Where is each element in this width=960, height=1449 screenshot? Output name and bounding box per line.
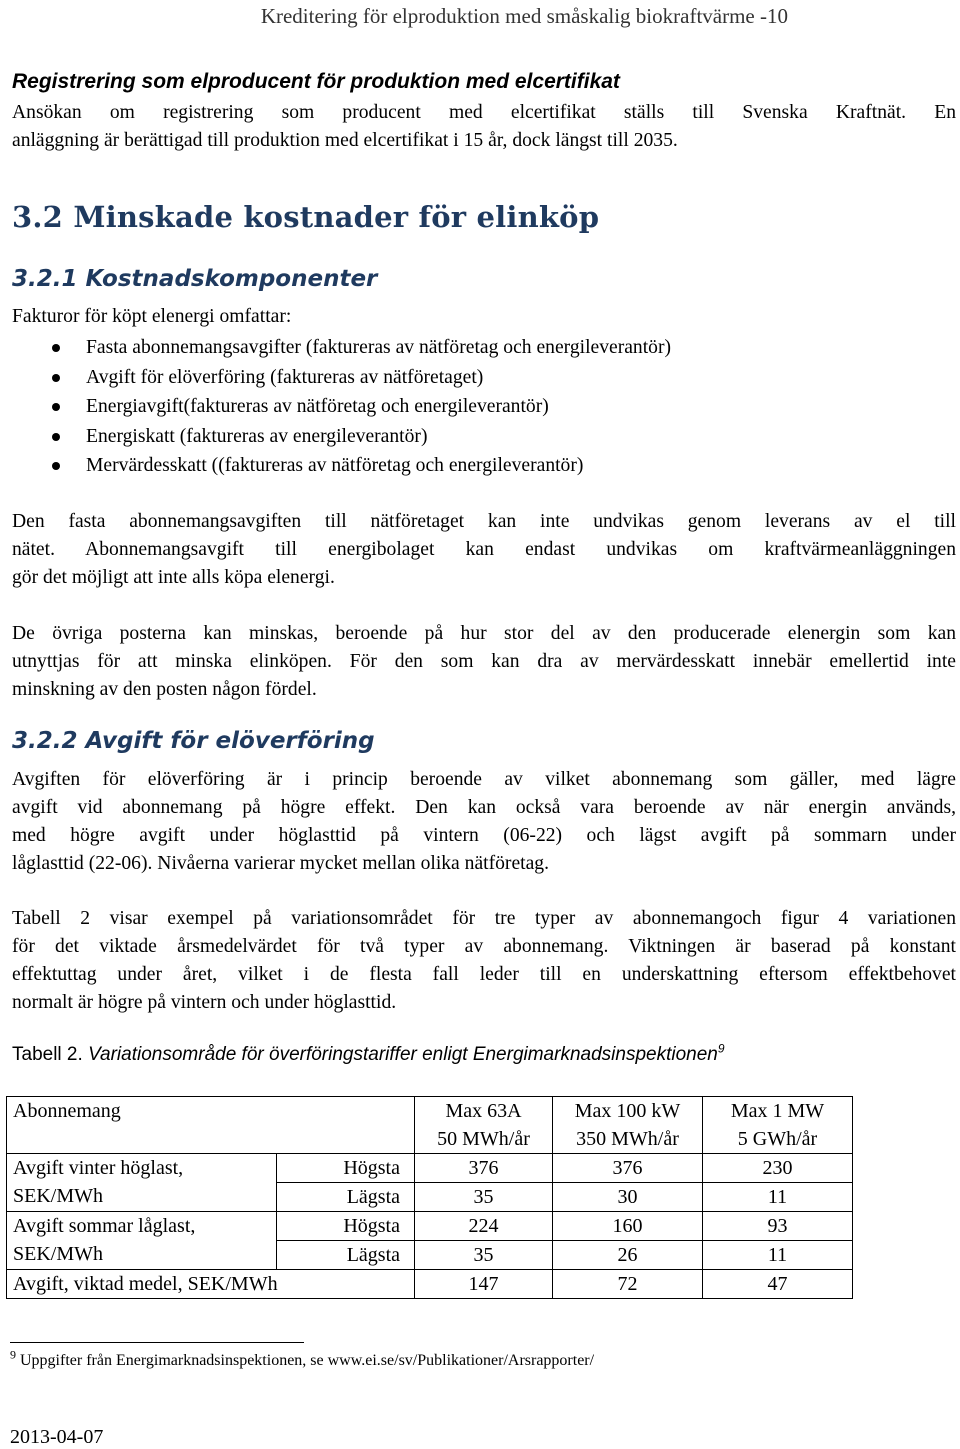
- value-cell: 11: [703, 1241, 853, 1270]
- text-line: effektuttag under året, vilket i de flesta fall leder till en underskattning eftersom effektbehovet: [12, 964, 956, 985]
- header-cell: Abonnemang: [7, 1097, 415, 1154]
- text-line: Tabell 2 visar exempel på variationsområdet för tre typer av abonnemangoch figur 4 variationen: [12, 908, 956, 929]
- table-row: [7, 1212, 853, 1241]
- paragraph: [12, 620, 956, 704]
- header-cell: Max 100 kW 350 MWh/år: [553, 1097, 703, 1154]
- table-caption-label: Tabell 2.: [12, 1044, 83, 1065]
- paragraph: [12, 508, 956, 592]
- text-line: normalt är högre på vintern och under höglasttid.: [12, 992, 397, 1013]
- row-label: Avgift, viktad medel, SEK/MWh: [7, 1270, 415, 1299]
- text-line: gör det möjligt att inte alls köpa elenergi.: [12, 567, 335, 588]
- running-header: Kreditering för elproduktion med småskalig biokraftvärme -10: [260, 4, 788, 28]
- list-item: Fasta abonnemangsavgifter (faktureras av nätföretag och energileverantör): [12, 333, 956, 363]
- text-line: Den fasta abonnemangsavgiften till nätföretaget kan inte undvikas genom leverans av el till: [12, 511, 956, 532]
- bullet-icon: [52, 344, 60, 352]
- text-line: utnyttjas för att minska elinköpen. För den som kan dra av mervärdesskatt innebär emellertid inte: [12, 651, 956, 672]
- bullet-icon: [52, 403, 60, 411]
- level-cell: Högsta: [277, 1154, 415, 1183]
- list-item: Energiavgift(faktureras av nätföretag och energileverantör): [12, 392, 956, 422]
- header-cell: Max 63A 50 MWh/år: [415, 1097, 553, 1154]
- bullet-icon: [52, 374, 60, 382]
- value-cell: 47: [703, 1270, 853, 1299]
- registration-title: Registrering som elproducent för produktion med elcertifikat: [12, 70, 620, 93]
- text-line: avgift vid abonnemang på högre effekt. Den kan också vara beroende av när energin används,: [12, 797, 956, 818]
- intro-text: [12, 303, 956, 331]
- table-row: [7, 1270, 853, 1299]
- list-item: Avgift för elöverföring (faktureras av nätföretaget): [12, 363, 956, 393]
- level-cell: Högsta: [277, 1212, 415, 1241]
- text-line: för det viktade årsmedelvärdet för två typer av abonnemang. Viktningen är baserad på konstant: [12, 936, 956, 957]
- text-line: anläggning är berättigad till produktion med elcertifikat i 15 år, dock längst till 2035.: [12, 130, 678, 151]
- table-header-row: [7, 1097, 853, 1154]
- registration-paragraph: [12, 99, 956, 155]
- value-cell: 147: [415, 1270, 553, 1299]
- list-item: Mervärdesskatt ((faktureras av nätföretag och energileverantör): [12, 451, 956, 481]
- text-line: minskning av den posten någon fördel.: [12, 679, 317, 700]
- text-line: Ansökan om registrering som producent med elcertifikat ställs till Svenska Kraftnät. En: [12, 102, 956, 123]
- table-caption: [12, 1041, 956, 1066]
- value-cell: 160: [553, 1212, 703, 1241]
- level-cell: Lägsta: [277, 1241, 415, 1270]
- value-cell: 30: [553, 1183, 703, 1212]
- bullet-icon: [52, 462, 60, 470]
- tariff-table: [6, 1096, 853, 1299]
- footnote-text: Uppgifter från Energimarknadsinspektionen, se www.ei.se/sv/Publikationer/Arsrapporter/: [20, 1352, 595, 1369]
- footnote-divider: [10, 1342, 304, 1343]
- list-item: Energiskatt (faktureras av energileverantör): [12, 422, 956, 452]
- text-line: Avgiften för elöverföring är i princip beroende av vilket abonnemang som gäller, med lägre: [12, 769, 956, 790]
- value-cell: 376: [415, 1154, 553, 1183]
- text-line: Fakturor för köpt elenergi omfattar:: [12, 306, 292, 327]
- text-line: låglasttid (22-06). Nivåerna varierar mycket mellan olika nätföretag.: [12, 853, 549, 874]
- table-row: [7, 1154, 853, 1183]
- row-label: Avgift vinter höglast, SEK/MWh: [7, 1154, 277, 1212]
- value-cell: 224: [415, 1212, 553, 1241]
- text-line: med högre avgift under höglasttid på vintern (06-22) och lägst avgift på sommarn under: [12, 825, 956, 846]
- subsection-heading: 3.2.1 Kostnadskomponenter: [12, 266, 378, 292]
- footnote: [10, 1347, 595, 1370]
- footnote-number: 9: [10, 1347, 16, 1362]
- bullet-icon: [52, 433, 60, 441]
- footer-date: 2013-04-07: [10, 1426, 104, 1448]
- value-cell: 35: [415, 1183, 553, 1212]
- paragraph: [12, 766, 956, 878]
- value-cell: 35: [415, 1241, 553, 1270]
- table-caption-text: Variationsområde för överföringstariffer enligt Energimarknadsinspektionen: [88, 1044, 718, 1065]
- row-label: Avgift sommar låglast, SEK/MWh: [7, 1212, 277, 1270]
- value-cell: 11: [703, 1183, 853, 1212]
- value-cell: 230: [703, 1154, 853, 1183]
- subsection-heading: 3.2.2 Avgift för elöverföring: [12, 728, 375, 754]
- value-cell: 376: [553, 1154, 703, 1183]
- value-cell: 26: [553, 1241, 703, 1270]
- value-cell: 93: [703, 1212, 853, 1241]
- level-cell: Lägsta: [277, 1183, 415, 1212]
- text-line: nätet. Abonnemangsavgift till energibolaget kan endast undvikas om kraftvärmeanläggningen: [12, 539, 956, 560]
- paragraph: [12, 905, 956, 1017]
- text-line: De övriga posterna kan minskas, beroende på hur stor del av den producerade elenergin som kan: [12, 623, 956, 644]
- value-cell: 72: [553, 1270, 703, 1299]
- section-heading: 3.2 Minskade kostnader för elinköp: [12, 200, 600, 234]
- cost-component-list: [12, 333, 956, 481]
- footnote-ref: 9: [717, 1041, 725, 1056]
- header-cell: Max 1 MW 5 GWh/år: [703, 1097, 853, 1154]
